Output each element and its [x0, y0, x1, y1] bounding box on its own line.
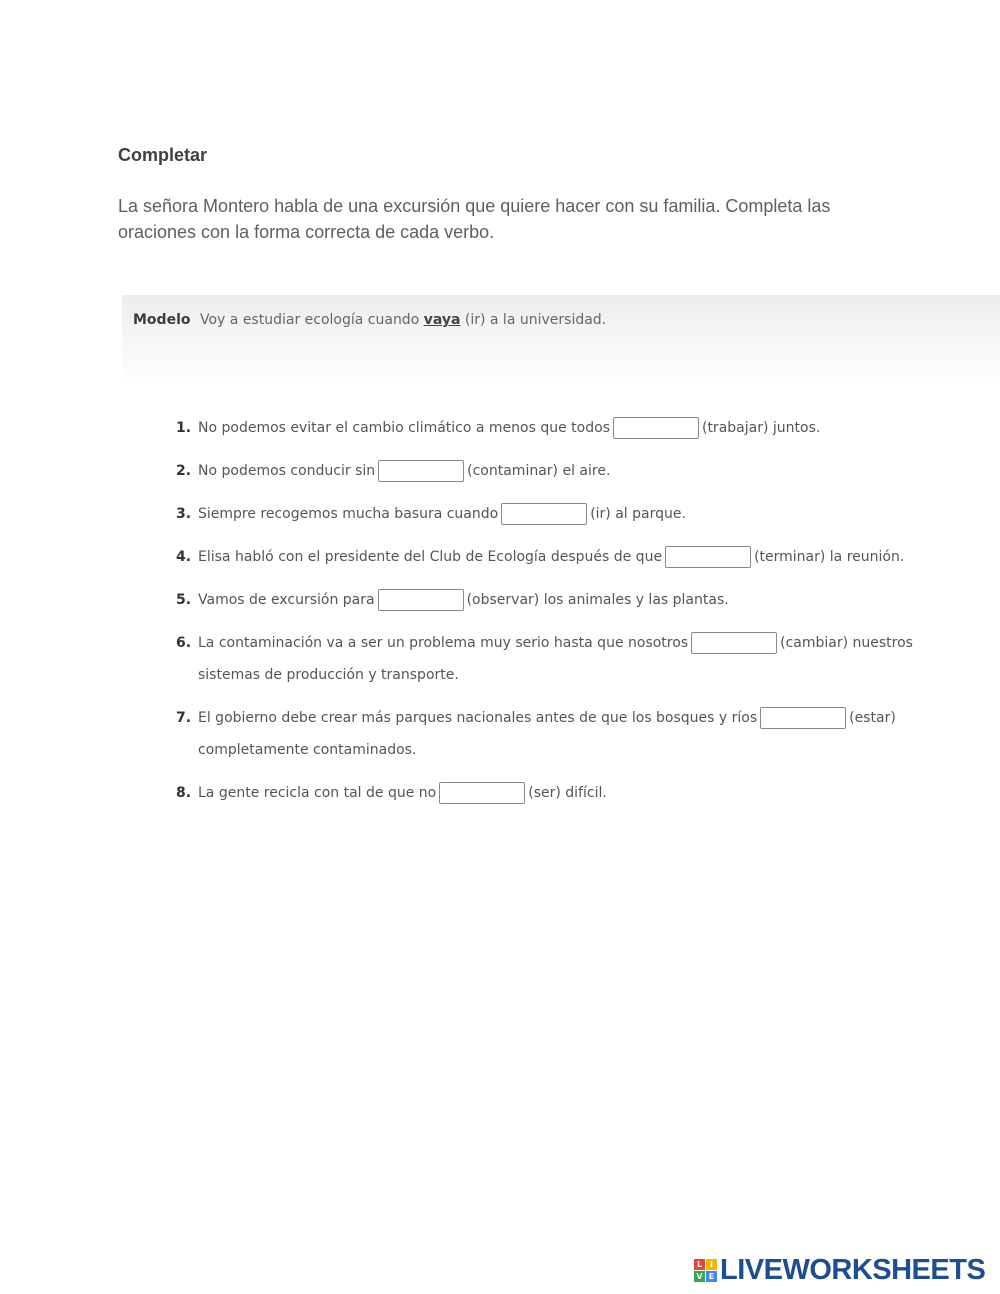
liveworksheets-logo: [694, 1254, 985, 1286]
exercise-item: [176, 702, 976, 766]
answer-input[interactable]: [613, 417, 699, 439]
answer-input[interactable]: [665, 546, 751, 568]
item-number: 8.: [176, 785, 192, 801]
item-text-after: (contaminar) el aire.: [467, 463, 611, 479]
item-number: 1.: [176, 420, 192, 436]
item-text-before: Siempre recogemos mucha basura cuando: [198, 506, 499, 522]
item-text-after: (cambiar) nuestros sistemas de producción y transporte.: [198, 635, 913, 683]
logo-mark-tile: E: [706, 1271, 717, 1282]
modelo-label: Modelo: [133, 312, 191, 328]
exercise-item: [176, 541, 976, 573]
item-text-before: La contaminación va a ser un problema muy serio hasta que nosotros: [198, 635, 689, 651]
item-text-after: (terminar) la reunión.: [754, 549, 905, 565]
item-text-after: (trabajar) juntos.: [701, 420, 821, 436]
item-number: 5.: [176, 592, 192, 608]
item-number: 2.: [176, 463, 192, 479]
exercise-item: [176, 498, 976, 530]
item-number: 4.: [176, 549, 192, 565]
item-text-before: Elisa habló con el presidente del Club de Ecología después de que: [198, 549, 663, 565]
answer-input[interactable]: [378, 460, 464, 482]
exercise-item: [176, 777, 976, 809]
item-text-before: Vamos de excursión para: [198, 592, 375, 608]
modelo-sentence: [200, 312, 606, 328]
modelo-box: [122, 295, 1000, 387]
logo-mark-tile: V: [694, 1271, 705, 1282]
modelo-answer: vaya: [423, 312, 461, 328]
exercise-item: [176, 584, 976, 616]
answer-input[interactable]: [378, 589, 464, 611]
item-text-after: (ir) al parque.: [590, 506, 686, 522]
item-text-after: (observar) los animales y las plantas.: [466, 592, 729, 608]
logo-mark-tile: L: [694, 1259, 705, 1270]
item-text-after: (estar) completamente contaminados.: [198, 710, 896, 758]
item-text-before: El gobierno debe crear más parques nacionales antes de que los bosques y ríos: [198, 710, 758, 726]
exercise-item: [176, 627, 976, 691]
instructions-text: La señora Montero habla de una excursión que quiere hacer con su familia. Completa las oraciones con la forma correcta de cada verbo.: [118, 196, 831, 242]
worksheet-title: Completar: [118, 145, 208, 165]
exercise-item: [176, 455, 976, 487]
item-number: 7.: [176, 710, 192, 726]
item-text-before: No podemos evitar el cambio climático a menos que todos: [198, 420, 610, 436]
answer-input[interactable]: [439, 782, 525, 804]
answer-input[interactable]: [501, 503, 587, 525]
logo-mark-icon: [694, 1259, 717, 1282]
item-text-after: (ser) difícil.: [528, 785, 607, 801]
logo-text: LIVEWORKSHEETS: [720, 1253, 986, 1286]
item-text-before: La gente recicla con tal de que no: [198, 785, 437, 801]
exercise-list: [176, 412, 976, 820]
logo-mark-tile: I: [706, 1259, 717, 1270]
answer-input[interactable]: [691, 632, 777, 654]
modelo-after: (ir) a la universidad.: [460, 312, 607, 328]
item-number: 3.: [176, 506, 192, 522]
item-number: 6.: [176, 635, 192, 651]
item-text-before: No podemos conducir sin: [198, 463, 376, 479]
answer-input[interactable]: [760, 707, 846, 729]
modelo-before: Voy a estudiar ecología cuando: [200, 312, 424, 328]
exercise-item: [176, 412, 976, 444]
